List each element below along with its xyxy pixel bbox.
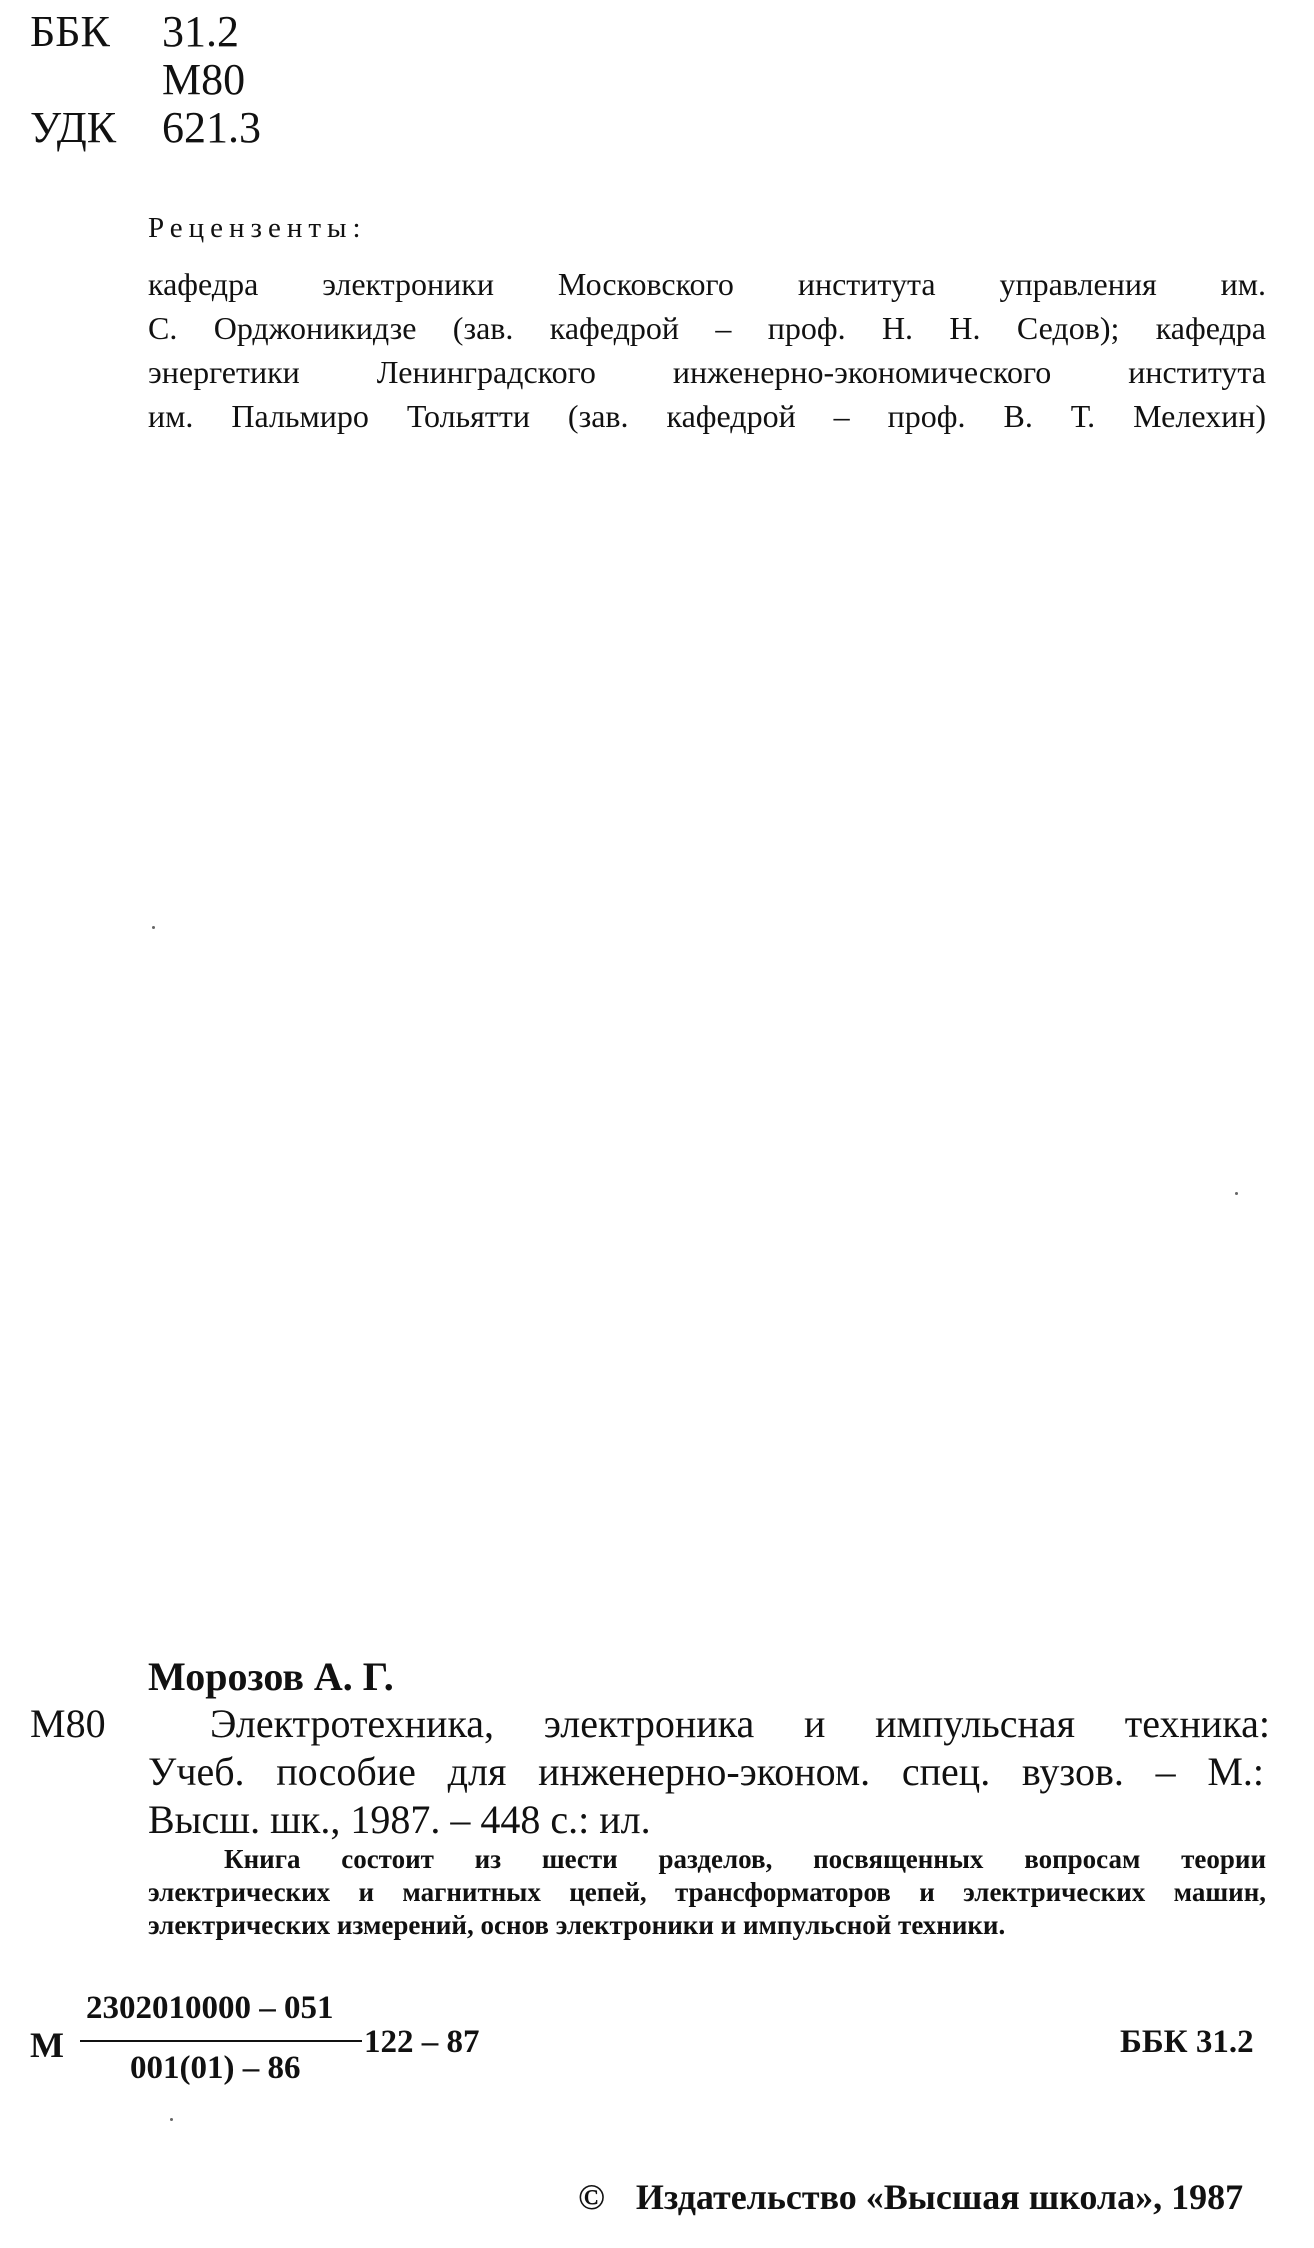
udk-label: УДК [30, 103, 117, 152]
copyright-icon: © [578, 2177, 605, 2217]
record-title-line: Электротехника, электроника и импульсная техника: [210, 1701, 1270, 1746]
author-mark: М80 [162, 55, 246, 104]
reviewers-line: С. Орджоникидзе (зав. кафедрой – проф. Н. Н. Седов); кафедра [148, 310, 1266, 346]
print-speck [170, 2118, 173, 2121]
annotation-line: Книга состоит из шести разделов, посвященных вопросам теории [224, 1844, 1266, 1874]
bbk-label: ББК [30, 7, 110, 56]
annotation-line: электрических и магнитных цепей, трансформаторов и электрических машин, [148, 1877, 1266, 1907]
code-numerator: 2302010000 – 051 [86, 1990, 334, 2026]
print-speck [1235, 1192, 1238, 1195]
classification-block [30, 7, 261, 152]
record-mark: М80 [30, 1701, 106, 1746]
copyright-line [578, 2176, 1243, 2218]
reviewers-line: кафедра электроники Московского института управления им. [148, 266, 1266, 302]
annotation-line: электрических измерений, основ электроники и импульсной техники. [148, 1910, 1006, 1940]
code-suffix: 122 – 87 [364, 2024, 480, 2060]
record-line: Высш. шк., 1987. – 448 с.: ил. [148, 1797, 651, 1842]
reviewers-line: им. Пальмиро Тольятти (зав. кафедрой – проф. В. Т. Мелехин) [148, 398, 1266, 434]
bbk-value: 31.2 [162, 7, 239, 56]
code-prefix: М [30, 2025, 64, 2065]
record-line: Учеб. пособие для инженерно-эконом. спец. вузов. – М.: [148, 1749, 1264, 1794]
code-bbk: ББК 31.2 [1120, 2024, 1254, 2060]
reviewers-heading: Рецензенты: [148, 212, 367, 244]
reviewers-text [148, 262, 1266, 438]
print-speck [152, 926, 155, 929]
record-lines [148, 1748, 1264, 1844]
fraction-line [80, 2040, 362, 2042]
copyright-text: Издательство «Высшая школа», 1987 [635, 2177, 1244, 2217]
code-denominator: 001(01) – 86 [130, 2050, 301, 2086]
annotation [148, 1843, 1266, 1942]
udk-value: 621.3 [162, 103, 261, 152]
record-author: Морозов А. Г. [148, 1654, 394, 1699]
reviewers-line: энергетики Ленинградского инженерно-экономического института [148, 354, 1266, 390]
